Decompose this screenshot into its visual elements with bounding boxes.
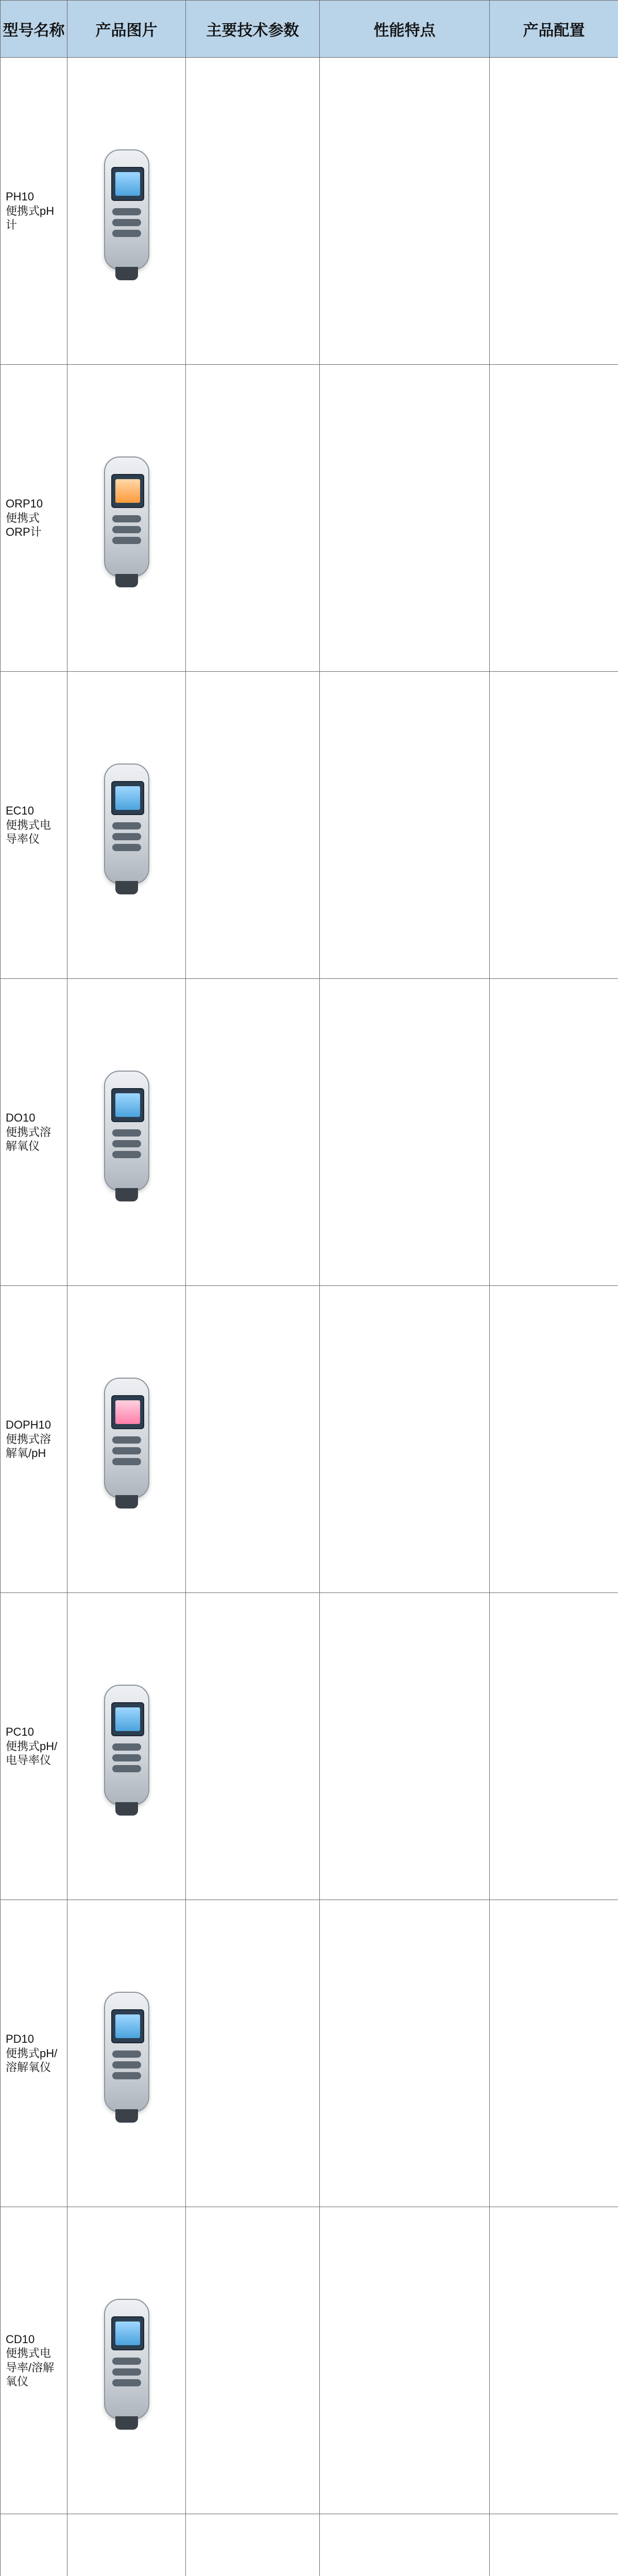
features-cell xyxy=(320,58,490,365)
model-name-cell xyxy=(1,2514,67,2576)
product-photo-cell xyxy=(67,2514,186,2576)
table-row xyxy=(1,1593,618,1900)
product-photo-cell xyxy=(67,672,186,979)
model-description: 便携式电导率/溶解氧仪 xyxy=(6,2347,55,2388)
model-description: 便携式溶解氧/pH xyxy=(6,1432,52,1460)
config-cell xyxy=(490,365,618,672)
model-code: PC10 xyxy=(6,1725,35,1739)
handheld-meter-icon xyxy=(104,1378,149,1498)
model-code: EC10 xyxy=(6,804,35,818)
table-row xyxy=(1,672,618,979)
model-name-cell xyxy=(1,2207,67,2514)
model-name-cell xyxy=(1,365,67,672)
product-photo-cell xyxy=(67,2207,186,2514)
features-cell xyxy=(320,1593,490,1900)
product-photo-cell xyxy=(67,1593,186,1900)
model-name-cell xyxy=(1,672,67,979)
table-row xyxy=(1,2207,618,2514)
model-name-cell xyxy=(1,1900,67,2207)
model-name-cell xyxy=(1,1593,67,1900)
header-photo: 产品图片 xyxy=(67,1,186,58)
model-code: ORP10 xyxy=(6,497,43,511)
features-cell xyxy=(320,2514,490,2576)
model-code: PH10 xyxy=(6,190,35,204)
tech-params-cell xyxy=(186,2514,320,2576)
features-cell xyxy=(320,2207,490,2514)
features-cell xyxy=(320,365,490,672)
table-row xyxy=(1,2514,618,2576)
model-name-cell xyxy=(1,979,67,1286)
product-photo-cell xyxy=(67,1286,186,1593)
model-code: PD10 xyxy=(6,2032,35,2046)
header-config: 产品配置 xyxy=(490,1,618,58)
config-cell xyxy=(490,672,618,979)
config-cell xyxy=(490,2514,618,2576)
tech-params-cell xyxy=(186,1593,320,1900)
table-row xyxy=(1,1286,618,1593)
header-features: 性能特点 xyxy=(320,1,490,58)
table-row xyxy=(1,1900,618,2207)
tech-params-cell xyxy=(186,365,320,672)
tech-params-cell xyxy=(186,1900,320,2207)
model-description: 便携式ORP计 xyxy=(6,511,42,539)
table-header-row xyxy=(1,1,618,58)
config-cell xyxy=(490,1286,618,1593)
config-cell xyxy=(490,2207,618,2514)
tech-params-cell xyxy=(186,58,320,365)
handheld-meter-icon xyxy=(104,456,149,577)
table-row xyxy=(1,979,618,1286)
product-photo-cell xyxy=(67,1900,186,2207)
handheld-meter-icon xyxy=(104,149,149,270)
model-description: 便携式电导率仪 xyxy=(6,818,52,846)
model-code: DO10 xyxy=(6,1111,36,1125)
product-photo-cell xyxy=(67,58,186,365)
config-cell xyxy=(490,1900,618,2207)
model-description: 便携式溶解氧仪 xyxy=(6,1125,52,1153)
config-cell xyxy=(490,979,618,1286)
model-code: DOPH10 xyxy=(6,1418,52,1432)
tech-params-cell xyxy=(186,2207,320,2514)
header-params: 主要技术参数 xyxy=(186,1,320,58)
model-name-cell xyxy=(1,58,67,365)
features-cell xyxy=(320,672,490,979)
product-photo-cell xyxy=(67,979,186,1286)
handheld-meter-icon xyxy=(104,1071,149,1191)
header-model: 型号名称 xyxy=(1,1,67,58)
model-name-cell xyxy=(1,1286,67,1593)
table-row xyxy=(1,58,618,365)
handheld-meter-icon xyxy=(104,2299,149,2419)
model-description: 便携式pH/溶解氧仪 xyxy=(6,2046,58,2074)
table-row xyxy=(1,365,618,672)
tech-params-cell xyxy=(186,672,320,979)
config-cell xyxy=(490,58,618,365)
model-code: CD10 xyxy=(6,2332,35,2346)
handheld-meter-icon xyxy=(104,1685,149,1805)
tech-params-cell xyxy=(186,1286,320,1593)
tech-params-cell xyxy=(186,979,320,1286)
handheld-meter-icon xyxy=(104,1992,149,2112)
product-photo-cell xyxy=(67,365,186,672)
handheld-meter-icon xyxy=(104,764,149,884)
features-cell xyxy=(320,1900,490,2207)
model-description: 便携式pH计 xyxy=(6,204,55,232)
features-cell xyxy=(320,979,490,1286)
config-cell xyxy=(490,1593,618,1900)
model-description: 便携式pH/电导率仪 xyxy=(6,1739,58,1767)
features-cell xyxy=(320,1286,490,1593)
